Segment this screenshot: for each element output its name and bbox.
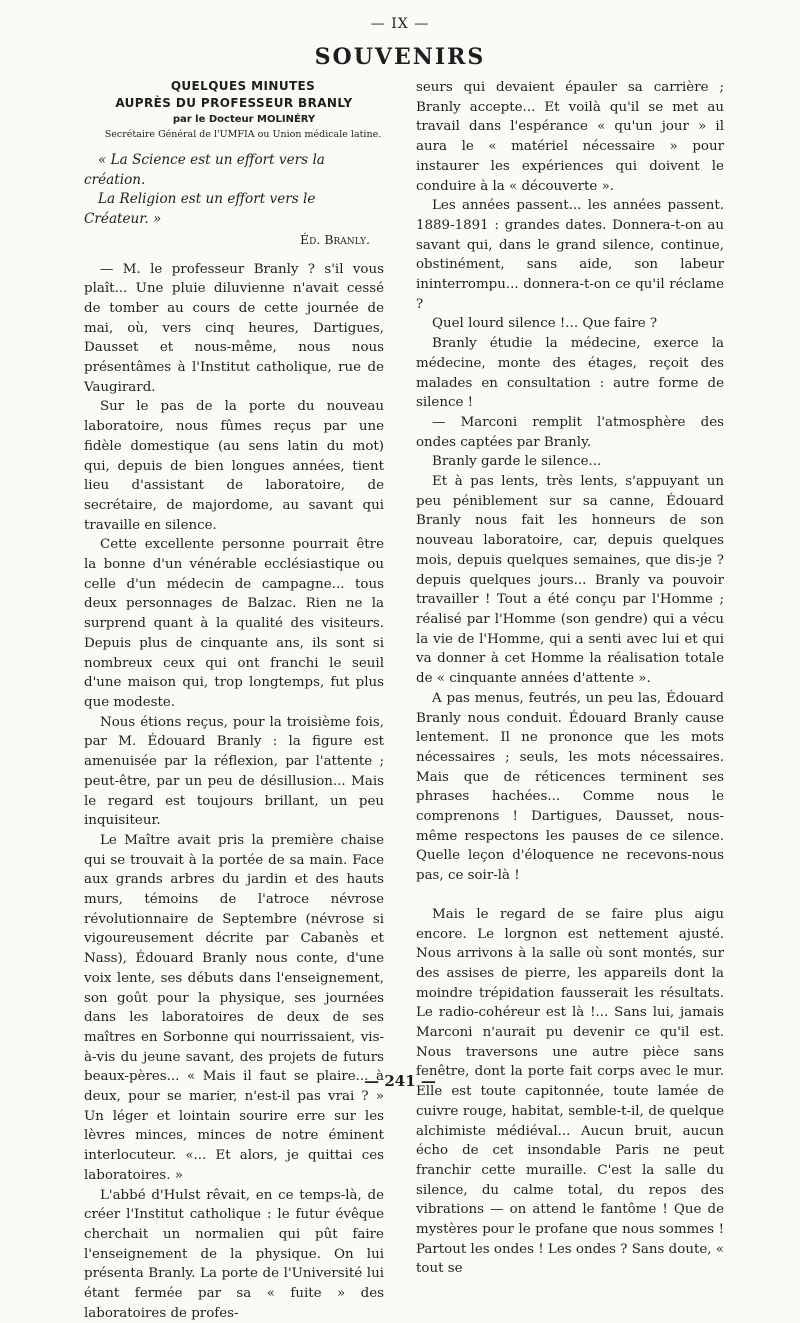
paragraph: Les années passent... les années passent. 1889-1891 : grandes dates. Donnera-t-on au savant qui, dans le grand silence, continue, obstinément, sans aide, son labeur ininterrompu... donnera-t-on ce qu'il réclame ?: [416, 198, 724, 312]
article-title-line-2: AUPRÈS DU PROFESSEUR BRANLY: [115, 96, 353, 110]
paragraph: Nous étions reçus, pour la troisième fois, par M. Édouard Branly : la figure est amenuisée par la réflexion, par l'attente ; peut-être, par un peu de désillusion... Mais le regard est toujours brillant, un peu inquisiteur.: [84, 714, 384, 829]
author-affiliation: Secrétaire Général de l'UMFIA ou Union médicale latine.: [104, 129, 382, 140]
epigraph-line-2: La Religion est un effort vers le Créateur. »: [84, 191, 316, 228]
paragraph: Le Maître avait pris la première chaise qui se trouvait à la portée de sa main. Face aux grands arbres du jardin et des hauts murs, témoins de l'atroce névrose révolutionnaire de Septembre (névrose si vigoureusement décrite par Cabanès et Nass), Édouard Branly nous conte, d'une voix lente, ses débuts dans l'enseignement, son goût pour la physique, ses journées dans les laboratoires de deux de ses maîtres en Sorbonne qui nourrissaient, vis-à-vis du jeune savant, des projets de futurs beaux-pères... « Mais il faut se plaire... à deux, pour se marier, n'est-il pas vrai ? » Un léger et lointain sourire erre sur les lèvres minces, minces de notre éminent interlocuteur. «... Et alors, je quittai ces laboratoires. »: [84, 832, 384, 1183]
paragraph: L'abbé d'Hulst rêvait, en ce temps-là, de créer l'Institut catholique : le futur évêque cherchait un normalien qui pût faire l'enseignement de la physique. On lui présenta Branly. La porte de l'Université lui étant fermée par sa « fuite » des laboratoires de profes-: [84, 1187, 384, 1321]
epigraph-signature: Éd. Branly.: [300, 231, 370, 247]
article-title-line-1: QUELQUES MINUTES: [170, 79, 316, 93]
epigraph: [84, 151, 384, 250]
byline: par le Docteur MOLINÉRY: [172, 114, 316, 125]
paragraph: Mais le regard de se faire plus aigu encore. Le lorgnon est nettement ajusté. Nous arrivons à la salle où sont montés, sur des assises de pierre, les appareils dont la moindre trépidation fausserait les résultats. Le radio-cohéreur est là !... Sans lui, jamais Marconi n'aurait pu devenir ce qu'il est. Nous traversons une autre pièce sans fenêtre, dont la porte fait corps avec le mur. Elle est toute capitonnée, toute lamée de cuivre rouge, habitat, semble-t-il, de quelque alchimiste médiéval... Aucun bruit, aucun écho de cet insondable Paris ne peut franchir cette muraille. C'est la salle du silence, du calme total, du repos des vibrations — on attend le fantôme ! Que de mystères pour le profane que nous sommes ! Partout les ondes ! Les ondes ? Sans doute, « tout se: [416, 906, 724, 1277]
paragraph: seurs qui devaient épauler sa carrière ; Branly accepte... Et voilà qu'il se met au travail dans l'espérance « qu'un jour » il aura le « matériel nécessaire » pour instaurer les expériences qui doivent le conduire à la « découverte ».: [416, 80, 724, 194]
page-number: — 241 —: [364, 1072, 436, 1090]
paragraph: Branly étudie la médecine, exerce la médecine, monte des étages, reçoit des malades en consultation : autre forme de silence !: [416, 336, 724, 411]
paragraph: Branly garde le silence...: [432, 454, 602, 470]
right-column: [416, 78, 724, 1279]
paragraph: Et à pas lents, très lents, s'appuyant un peu péniblement sur sa canne, Édouard Branly nous fait les honneurs de son nouveau laboratoire, car, depuis quelques mois, depuis quelques semaines, que dis-je ? depuis quelques jours... Branly va pouvoir travailler ! Tout a été conçu par l'Homme ; réalisé par l'Homme (son gendre) qui a vécu la vie de l'Homme, qui a senti avec lui et qui va donner à cet Homme la réalisation totale de « cinquante années d'attente ».: [416, 474, 724, 687]
epigraph-line-1: « La Science est un effort vers la création.: [84, 152, 325, 188]
paragraph: — M. le professeur Branly ? s'il vous plaît... Une pluie diluvienne n'avait cessé de tomber au cours de cette journée de mai, où, vers cinq heures, Dartigues, Dausset et nous-même, nous nous présentâmes à l'Institut catholique, rue de Vaugirard.: [84, 261, 384, 395]
paragraph: Quel lourd silence !... Que faire ?: [432, 316, 658, 332]
article-title: [84, 78, 384, 112]
paragraph: Sur le pas de la porte du nouveau laboratoire, nous fûmes reçus par une fidèle domestique (au sens latin du mot) qui, depuis de bien longues années, tient lieu d'assistant de laboratoire, de secrétaire, de majordome, au savant qui travaille en silence.: [84, 399, 384, 533]
left-column: [84, 78, 384, 1323]
paragraph: — Marconi remplit l'atmosphère des ondes captées par Branly.: [416, 414, 724, 450]
paragraph: Cette excellente personne pourrait être la bonne d'un vénérable ecclésiastique ou celle d'un médecin de campagne... tous deux personnages de Balzac. Rien ne la surprend quant à la qualité des visiteurs. Depuis plus de cinquante ans, ils sont si nombreux ceux qui ont franchi le seuil d'une maison qui, trop longtemps, fut plus que modeste.: [84, 537, 384, 710]
section-gap: [416, 886, 724, 905]
roman-folio: — IX —: [370, 16, 430, 32]
section-title: SOUVENIRS: [314, 44, 486, 70]
paragraph: A pas menus, feutrés, un peu las, Édouard Branly nous conduit. Édouard Branly cause lentement. Il ne prononce que les mots nécessaires ; seuls, les mots nécessaires. Mais que de réticences terminent ses phrases hachées... Comme nous le comprenons ! Dartigues, Dausset, nous-même respectons les pauses de ce silence. Quelle leçon d'éloquence ne recevons-nous pas, ce soir-là !: [416, 690, 724, 884]
